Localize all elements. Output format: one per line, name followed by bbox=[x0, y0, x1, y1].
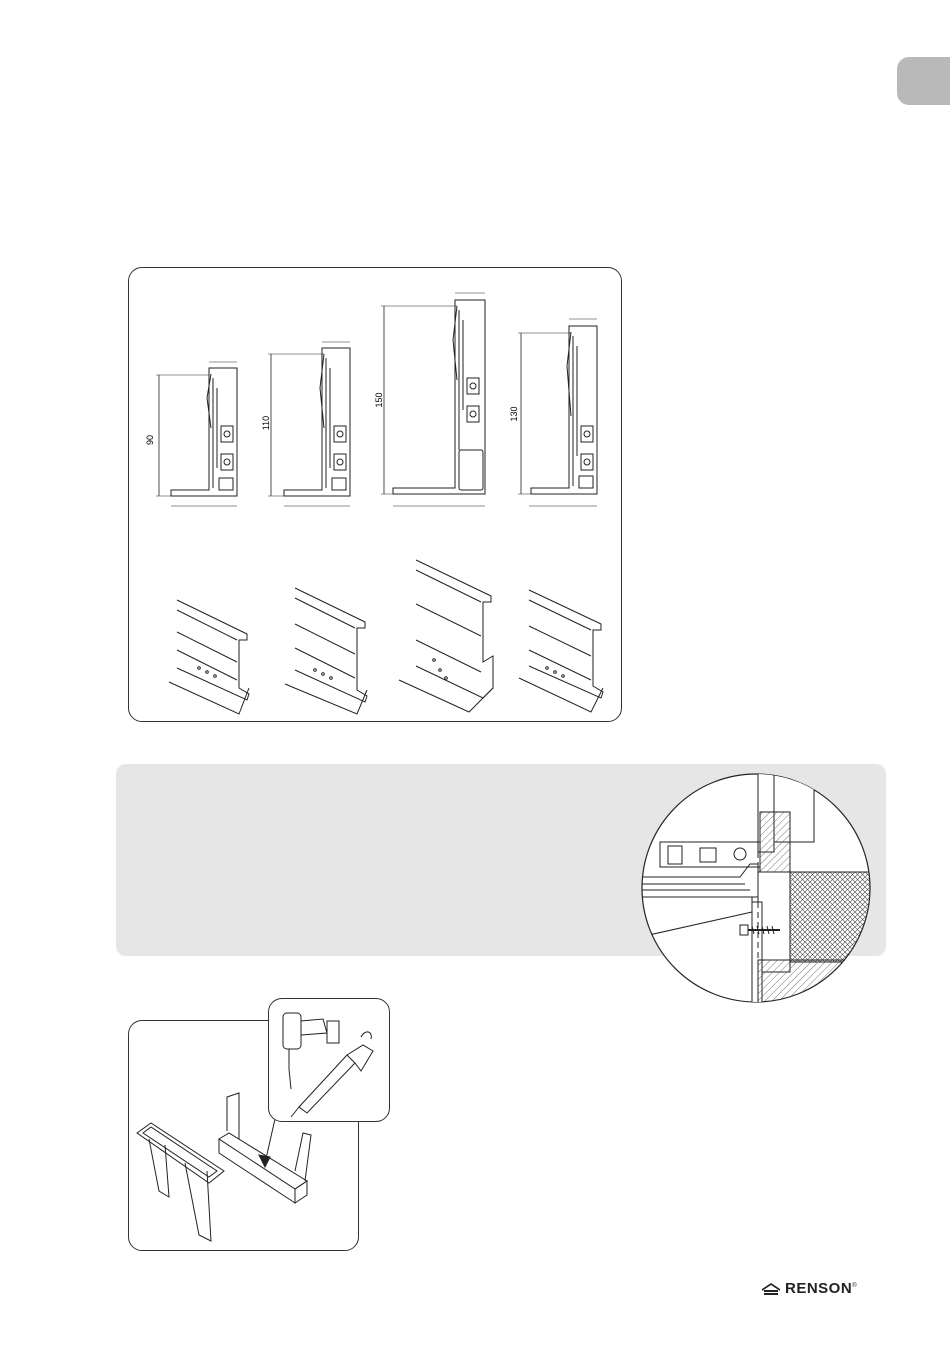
brand-logo bbox=[761, 1280, 857, 1297]
renson-house-icon bbox=[761, 1282, 781, 1296]
height-label-90: 90 bbox=[145, 434, 155, 446]
height-label-150: 150 bbox=[374, 392, 384, 408]
installation-detail-circle bbox=[640, 772, 872, 1004]
drill-icon bbox=[283, 1013, 339, 1089]
profile-3d-150 bbox=[399, 560, 493, 712]
page-tab bbox=[897, 57, 950, 105]
tools-drawing bbox=[269, 999, 391, 1123]
profile-perspectives bbox=[169, 560, 603, 714]
profiles-drawing bbox=[129, 268, 623, 723]
profile-3d-130 bbox=[519, 590, 603, 712]
profiles-figure bbox=[128, 267, 622, 722]
tools-figure bbox=[268, 998, 390, 1122]
profile-section-110 bbox=[261, 342, 350, 506]
sealant-gun-icon bbox=[291, 1032, 373, 1117]
profile-section-130 bbox=[509, 319, 597, 506]
height-label-130: 130 bbox=[509, 406, 519, 422]
height-label-110: 110 bbox=[261, 415, 271, 431]
profile-section-90 bbox=[145, 362, 237, 506]
profile-3d-90 bbox=[169, 600, 249, 714]
profile-section-150 bbox=[374, 293, 485, 506]
brand-name: RENSON® bbox=[785, 1280, 858, 1297]
profile-3d-110 bbox=[285, 588, 367, 714]
